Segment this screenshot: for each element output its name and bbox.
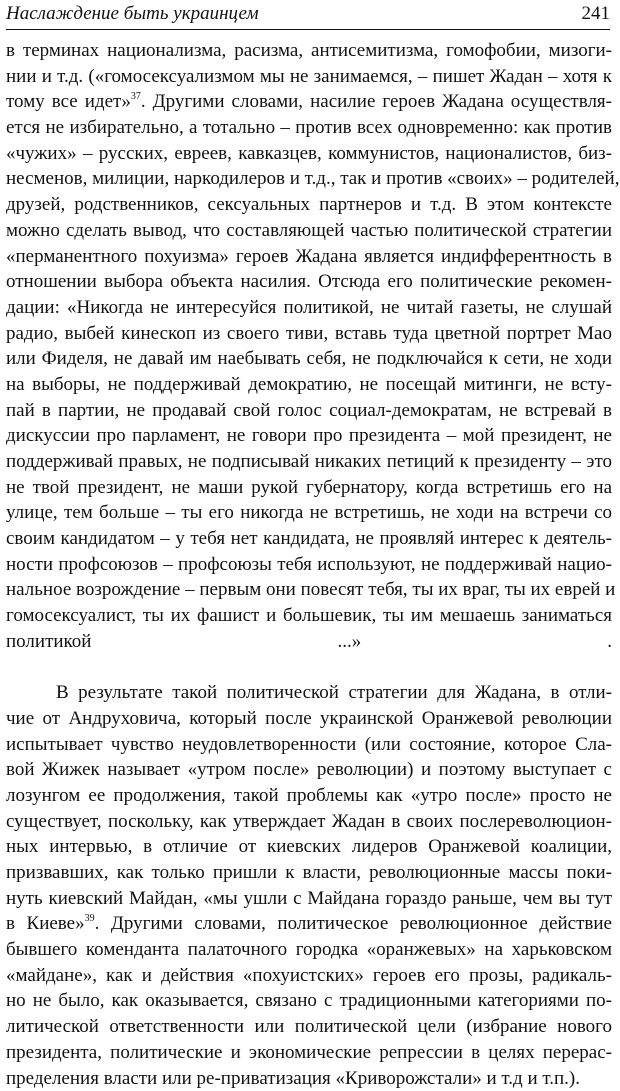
text-fragment: в Киеве» (6, 913, 85, 934)
text-line: лозунгом ее продолжения, такой проблемы как «утро после» просто не (6, 783, 612, 809)
text-line: дискуссии про парламент, не говори про президента – мой президент, не (6, 423, 612, 449)
text-line: или Фиделя, не давай им наебывать себя, не подключайся к сети, не ходи (6, 346, 612, 372)
text-fragment: . Другими словами, политическое революционное действие (95, 913, 612, 934)
text-line: «чужих» – русских, евреев, кавказцев, коммунистов, националистов, биз- (6, 141, 612, 167)
text-line: президента, политические и экономические репрессии в целях перерас- (6, 1040, 612, 1066)
text-line: друзей, родственников, сексуальных партнеров и т.д. В этом контексте (6, 192, 612, 218)
footnote-ref: 37 (131, 91, 141, 102)
text-line: ных интервью, в отличие от киевских лидеров Оранжевой коалиции, (6, 834, 612, 860)
footnote-ref: 39 (85, 913, 95, 924)
text-line: ности профсоюзов – профсоюзы тебя используют, не поддерживай нацио- (6, 552, 612, 578)
text-fragment: тому все идет» (6, 91, 131, 112)
text-line: можно сделать вывод, что составляющей частью политической стратегии (6, 218, 612, 244)
text-line: на выборы, не поддерживай демократию, не посещай митинги, не всту- (6, 372, 612, 398)
running-title: Наслаждение быть украинцем (6, 2, 259, 26)
text-line: не твой президент, не маши рукой губернатору, когда встретишь его на (6, 475, 612, 501)
text-line: нальное возрождение – первым они повесят тебя, ты их враг, ты их еврей и (6, 577, 612, 603)
text-line: «майдане», как и действия «похуистских» героев его прозы, радикаль- (6, 963, 612, 989)
text-line: нии и т.д. («гомосексуализмом мы не занимаемся, – пишет Жадан – хотя к (6, 64, 612, 90)
text-line: пределения власти или ре-приватизация «Криворожстали» и т.д и т.п.). (6, 1066, 612, 1091)
text-line: бывшего коменданта палаточного городка «оранжевых» на харьковском (6, 937, 612, 963)
running-head (6, 2, 610, 32)
text-line: но не было, как оказывается, связано с традиционными категориями по- (6, 988, 612, 1014)
text-line: нуть киевский Майдан, «мы ушли с Майдана гораздо раньше, чем вы тут (6, 886, 612, 912)
text-line: поддерживай правых, не подписывай никаких петиций к президенту – это (6, 449, 612, 475)
text-line: В результате такой политической стратегии для Жадана, в отли- (6, 680, 612, 706)
text-line: гомосексуалист, ты их фашист и большевик, ты им мешаешь заниматься (6, 603, 612, 629)
paragraph-1 (6, 38, 612, 680)
text-line: литической ответственности или политической цели (избрание нового (6, 1014, 612, 1040)
text-line: вой Жижек называет «утром после» революции) и поэтому выступает с (6, 757, 612, 783)
text-line: призвавших, как только пришли к власти, революционные массы поки- (6, 860, 612, 886)
text-line: существует, поскольку, как утверждает Жадан в своих послереволюцион- (6, 809, 612, 835)
text-line (6, 655, 612, 681)
text-line: несменов, милиции, наркодилеров и т.д., так и против «своих» – родителей, (6, 166, 612, 192)
text-line (6, 89, 612, 115)
text-line: пай в партии, не продавай свой голос социал-демократам, не встревай в (6, 398, 612, 424)
text-line: политикой ...» . (6, 629, 612, 655)
text-line: чие от Андруховича, который после украинской Оранжевой революции (6, 706, 612, 732)
paragraph-2 (6, 680, 612, 1091)
text-line: дации: «Никогда не интересуйся политикой, не читай газеты, не слушай (6, 295, 612, 321)
text-line: радио, выбей кинескоп из своего тиви, вставь туда цветной портрет Мао (6, 321, 612, 347)
text-line: своим кандидатом – у тебя нет кандидата, не проявляй интерес к деятель- (6, 526, 612, 552)
text-line (6, 911, 612, 937)
text-line: испытывает чувство неудовлетворенности (или состояние, которое Сла- (6, 732, 612, 758)
text-line: ется не избирательно, а тотально – против всех одновременно: как против (6, 115, 612, 141)
text-line: «перманентного похуизма» героев Жадана является индифферентность в (6, 244, 612, 270)
header-rule (6, 29, 610, 30)
text-fragment: . Другими словами, насилие героев Жадана осуществля- (141, 91, 612, 112)
body-text (6, 38, 612, 1091)
page-number: 241 (582, 2, 611, 26)
text-line: отношении выбора объекта насилия. Отсюда его политические рекомен- (6, 269, 612, 295)
text-line: улице, тем больше – ты его никогда не встретишь, не ходи на встречи со (6, 500, 612, 526)
text-line: в терминах национализма, расизма, антисемитизма, гомофобии, мизоги- (6, 38, 612, 64)
